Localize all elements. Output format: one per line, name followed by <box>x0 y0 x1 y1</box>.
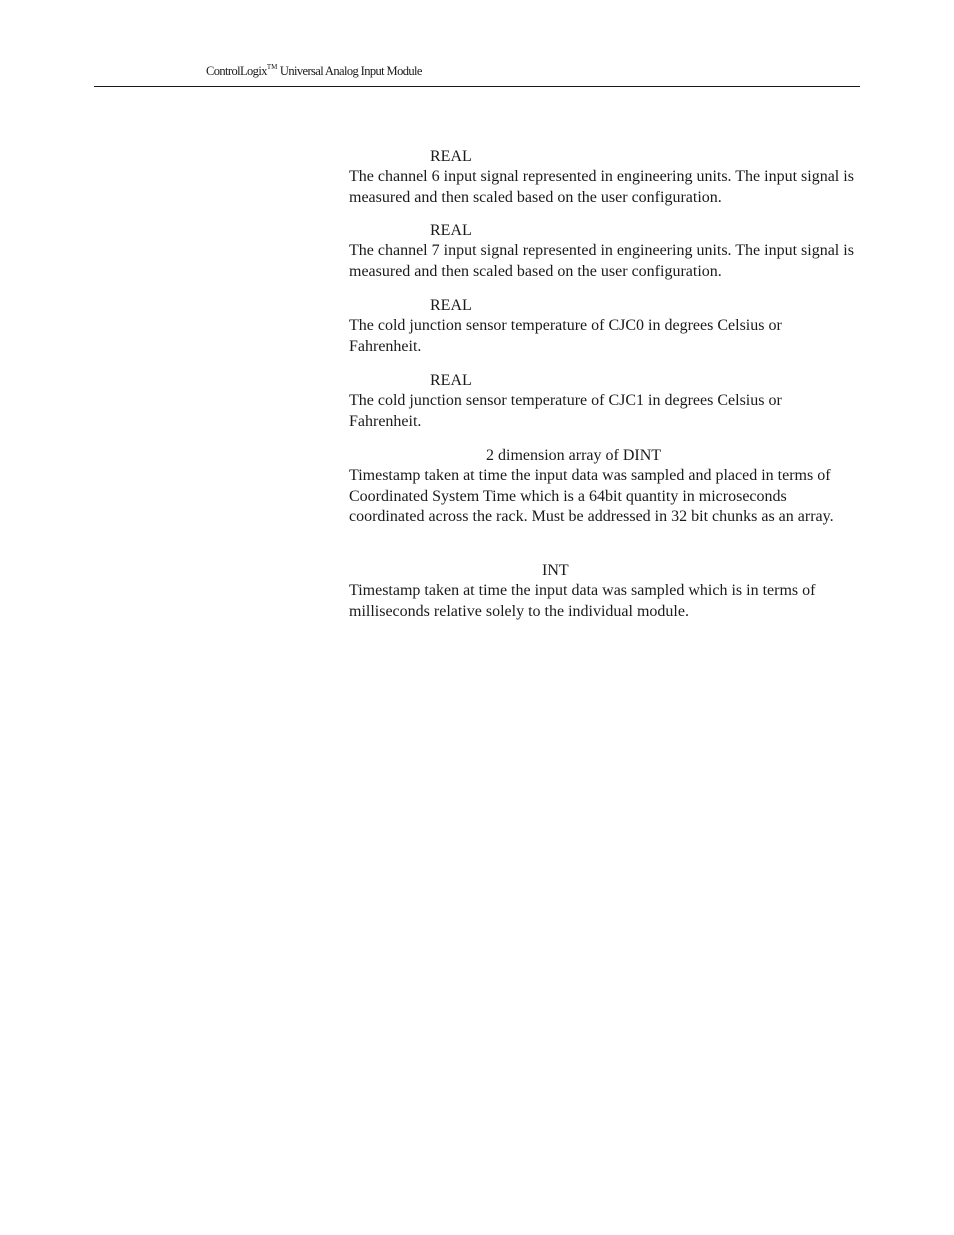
data-type: REAL <box>430 222 472 239</box>
header-title-main: ControlLogix <box>206 64 267 79</box>
trademark-symbol: TM <box>266 63 278 71</box>
data-type: INT <box>542 562 569 579</box>
tag-description: The channel 6 input signal represented in engineering units. The input signal is measured and then scaled based on the user configuration. <box>349 168 854 206</box>
header-title-rest: Universal Analog Input Module <box>279 64 422 79</box>
tag-entry-cst-timestamp <box>349 446 854 528</box>
header-rule <box>94 86 860 87</box>
tag-description: Timestamp taken at time the input data was sampled which is in terms of milliseconds relative solely to the individual module. <box>349 582 816 620</box>
tag-description: Timestamp taken at time the input data was sampled and placed in terms of Coordinated System Time which is a 64bit quantity in microseconds coordinated across the rack. Must be addressed in 32 bit chunks as an array. <box>349 467 834 525</box>
data-type: REAL <box>430 372 472 389</box>
tag-entry-rolling-timestamp <box>349 561 854 622</box>
tag-description: The channel 7 input signal represented in engineering units. The input signal is measured and then scaled based on the user configuration. <box>349 242 854 280</box>
tag-description: The cold junction sensor temperature of CJC0 in degrees Celsius or Fahrenheit. <box>349 317 782 355</box>
tag-entry-channel6 <box>349 147 854 208</box>
running-header <box>206 64 422 79</box>
tag-entry-channel7 <box>349 221 854 282</box>
data-type: REAL <box>430 297 472 314</box>
tag-entry-cjc0 <box>349 296 854 357</box>
tag-entry-cjc1 <box>349 371 854 432</box>
data-type: 2 dimension array of DINT <box>486 447 662 464</box>
tag-description: The cold junction sensor temperature of CJC1 in degrees Celsius or Fahrenheit. <box>349 392 782 430</box>
data-type: REAL <box>430 148 472 165</box>
